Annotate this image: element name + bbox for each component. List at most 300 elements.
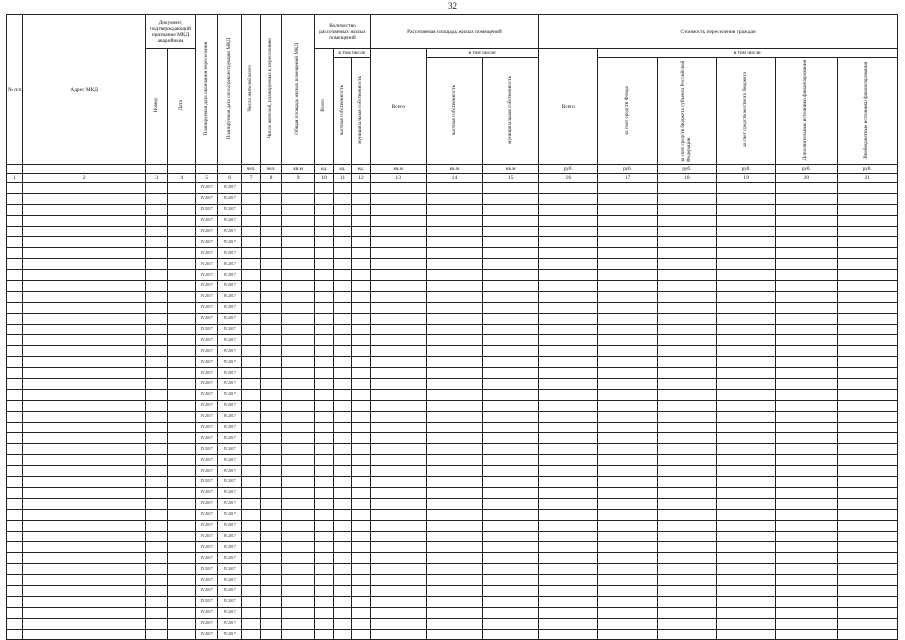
table-cell xyxy=(168,498,196,509)
table-cell xyxy=(352,553,370,564)
table-cell xyxy=(145,575,167,586)
table-cell xyxy=(837,313,897,324)
table-cell: IV.2017 xyxy=(218,204,241,215)
table-cell xyxy=(168,237,196,248)
units-row xyxy=(7,165,898,174)
table-cell xyxy=(352,520,370,531)
table-cell xyxy=(539,444,598,455)
table-cell xyxy=(241,520,260,531)
table-cell xyxy=(539,596,598,607)
table-cell xyxy=(539,226,598,237)
table-cell xyxy=(315,575,333,586)
header-rooms-including: в том числе xyxy=(333,49,370,58)
table-cell xyxy=(168,487,196,498)
table-cell xyxy=(598,422,657,433)
table-cell xyxy=(776,346,837,357)
table-cell xyxy=(168,433,196,444)
table-cell xyxy=(333,357,351,368)
table-cell xyxy=(776,509,837,520)
table-cell: IV.2017 xyxy=(218,368,241,379)
table-cell xyxy=(241,433,260,444)
table-cell xyxy=(7,498,23,509)
table-cell xyxy=(776,564,837,575)
table-cell xyxy=(281,302,315,313)
table-cell xyxy=(598,531,657,542)
table-cell xyxy=(837,270,897,281)
table-cell xyxy=(539,520,598,531)
column-number-cell: 4 xyxy=(168,174,196,183)
table-cell xyxy=(370,607,426,618)
table-cell xyxy=(539,531,598,542)
table-cell: IV.2017 xyxy=(195,335,217,346)
table-cell xyxy=(837,204,897,215)
table-cell xyxy=(539,400,598,411)
table-cell xyxy=(352,215,370,226)
table-cell xyxy=(168,281,196,292)
table-cell xyxy=(352,183,370,194)
unit-cell xyxy=(195,165,217,174)
table-cell xyxy=(281,509,315,520)
table-cell xyxy=(539,389,598,400)
table-cell xyxy=(352,466,370,477)
table-cell xyxy=(837,596,897,607)
table-cell xyxy=(261,335,281,346)
table-cell xyxy=(716,204,775,215)
table-cell xyxy=(7,477,23,488)
table-cell xyxy=(426,596,482,607)
table-cell: IV.2017 xyxy=(195,368,217,379)
table-cell xyxy=(539,215,598,226)
table-cell xyxy=(370,466,426,477)
table-row xyxy=(7,433,898,444)
table-cell xyxy=(333,455,351,466)
table-cell xyxy=(333,422,351,433)
table-cell xyxy=(333,204,351,215)
table-cell xyxy=(315,585,333,596)
page-number: 32 xyxy=(448,1,457,11)
table-cell xyxy=(370,596,426,607)
table-cell xyxy=(426,498,482,509)
table-cell xyxy=(539,629,598,640)
table-cell xyxy=(657,542,716,553)
table-cell xyxy=(281,357,315,368)
table-cell xyxy=(7,389,23,400)
table-row xyxy=(7,259,898,270)
table-cell xyxy=(483,193,539,204)
table-cell xyxy=(333,400,351,411)
table-cell xyxy=(281,466,315,477)
table-cell xyxy=(7,281,23,292)
table-cell: IV.2017 xyxy=(218,400,241,411)
address-cell xyxy=(23,335,146,346)
table-cell xyxy=(315,477,333,488)
table-cell xyxy=(315,248,333,259)
table-cell xyxy=(539,281,598,292)
table-cell xyxy=(837,324,897,335)
table-cell xyxy=(168,422,196,433)
table-cell: IV.2017 xyxy=(218,509,241,520)
table-cell xyxy=(315,281,333,292)
table-cell xyxy=(598,553,657,564)
table-cell: IV.2017 xyxy=(218,302,241,313)
column-number-cell: 11 xyxy=(333,174,351,183)
table-cell xyxy=(281,564,315,575)
table-cell xyxy=(539,411,598,422)
table-cell xyxy=(281,389,315,400)
table-cell xyxy=(333,487,351,498)
table-cell xyxy=(837,444,897,455)
table-cell xyxy=(657,313,716,324)
column-number-cell: 2 xyxy=(23,174,146,183)
table-cell xyxy=(241,585,260,596)
table-cell xyxy=(281,585,315,596)
table-cell xyxy=(145,466,167,477)
table-cell xyxy=(333,259,351,270)
table-cell xyxy=(370,259,426,270)
table-cell xyxy=(483,455,539,466)
table-row xyxy=(7,183,898,194)
table-cell xyxy=(145,422,167,433)
table-cell xyxy=(281,270,315,281)
header-cost-subject-budget: за счет средств бюджета субъекта Российской Федерации xyxy=(657,58,716,165)
table-cell xyxy=(333,444,351,455)
table-cell xyxy=(483,400,539,411)
table-cell xyxy=(315,346,333,357)
table-cell xyxy=(145,281,167,292)
table-cell xyxy=(352,498,370,509)
address-cell xyxy=(23,248,146,259)
table-cell xyxy=(539,607,598,618)
table-cell xyxy=(598,183,657,194)
table-cell xyxy=(370,248,426,259)
table-cell xyxy=(483,302,539,313)
table-cell xyxy=(315,270,333,281)
table-cell xyxy=(261,444,281,455)
header-rooms-total: Всего xyxy=(315,49,333,165)
table-cell xyxy=(657,564,716,575)
table-row xyxy=(7,585,898,596)
table-cell xyxy=(145,389,167,400)
table-cell xyxy=(315,596,333,607)
table-cell xyxy=(370,509,426,520)
address-cell xyxy=(23,183,146,194)
table-cell xyxy=(168,542,196,553)
unit-cell xyxy=(23,165,146,174)
table-row xyxy=(7,215,898,226)
table-cell xyxy=(281,520,315,531)
table-cell xyxy=(7,585,23,596)
table-cell xyxy=(145,379,167,390)
table-cell xyxy=(426,248,482,259)
table-cell xyxy=(261,575,281,586)
table-cell xyxy=(657,466,716,477)
table-cell xyxy=(281,193,315,204)
table-cell xyxy=(837,542,897,553)
table-cell xyxy=(315,422,333,433)
table-cell xyxy=(315,629,333,640)
table-cell xyxy=(483,542,539,553)
table-cell xyxy=(370,487,426,498)
table-cell xyxy=(7,455,23,466)
table-cell xyxy=(776,248,837,259)
header-address: Адрес МКД xyxy=(23,15,146,165)
table-cell xyxy=(370,585,426,596)
table-cell xyxy=(776,444,837,455)
address-cell xyxy=(23,575,146,586)
table-cell xyxy=(483,270,539,281)
table-cell: IV.2017 xyxy=(218,193,241,204)
header-rooms-group: Количество расселяемых жилых помещений xyxy=(315,15,370,49)
table-cell xyxy=(776,400,837,411)
header-area-municipal: муниципальная собственность xyxy=(483,58,539,165)
table-row xyxy=(7,281,898,292)
table-cell xyxy=(281,422,315,433)
table-cell: IV.2017 xyxy=(218,422,241,433)
table-cell xyxy=(837,215,897,226)
unit-cell: руб. xyxy=(716,165,775,174)
table-cell xyxy=(776,520,837,531)
table-cell: IV.2017 xyxy=(195,607,217,618)
table-cell xyxy=(261,509,281,520)
table-cell xyxy=(716,237,775,248)
table-cell: IV.2017 xyxy=(195,193,217,204)
table-cell xyxy=(776,302,837,313)
table-cell xyxy=(776,618,837,629)
table-cell xyxy=(281,542,315,553)
table-cell xyxy=(716,226,775,237)
table-cell xyxy=(837,629,897,640)
table-cell xyxy=(333,193,351,204)
table-cell: IV.2017 xyxy=(195,477,217,488)
table-cell xyxy=(145,270,167,281)
table-cell xyxy=(837,487,897,498)
table-cell xyxy=(716,487,775,498)
table-cell xyxy=(657,498,716,509)
table-cell xyxy=(370,368,426,379)
table-cell xyxy=(281,379,315,390)
table-cell: IV.2017 xyxy=(195,575,217,586)
address-cell xyxy=(23,368,146,379)
table-cell xyxy=(168,596,196,607)
table-cell: IV.2017 xyxy=(195,444,217,455)
table-cell: IV.2017 xyxy=(218,259,241,270)
address-cell xyxy=(23,498,146,509)
table-cell xyxy=(281,553,315,564)
table-cell xyxy=(837,248,897,259)
address-cell xyxy=(23,487,146,498)
table-cell xyxy=(776,237,837,248)
table-cell xyxy=(168,585,196,596)
table-cell: IV.2017 xyxy=(195,237,217,248)
table-cell xyxy=(7,324,23,335)
table-cell xyxy=(657,379,716,390)
table-cell xyxy=(145,629,167,640)
table-cell xyxy=(426,400,482,411)
table-cell xyxy=(598,542,657,553)
table-cell xyxy=(370,618,426,629)
table-cell: IV.2017 xyxy=(195,596,217,607)
table-cell xyxy=(7,291,23,302)
table-cell: IV.2017 xyxy=(218,531,241,542)
table-cell: IV.2017 xyxy=(218,215,241,226)
table-cell xyxy=(352,346,370,357)
table-cell: IV.2017 xyxy=(195,346,217,357)
column-number-cell: 7 xyxy=(241,174,260,183)
table-cell xyxy=(598,302,657,313)
table-cell xyxy=(241,248,260,259)
table-cell xyxy=(539,564,598,575)
address-cell xyxy=(23,379,146,390)
table-row xyxy=(7,618,898,629)
address-cell xyxy=(23,237,146,248)
table-cell xyxy=(333,575,351,586)
table-cell xyxy=(483,346,539,357)
table-cell xyxy=(716,368,775,379)
table-cell xyxy=(333,498,351,509)
table-cell xyxy=(168,346,196,357)
table-row xyxy=(7,302,898,313)
table-cell xyxy=(598,346,657,357)
table-cell xyxy=(776,368,837,379)
table-cell xyxy=(145,237,167,248)
table-cell xyxy=(370,498,426,509)
column-number-cell: 1 xyxy=(7,174,23,183)
table-cell xyxy=(281,291,315,302)
table-row xyxy=(7,248,898,259)
table-cell xyxy=(241,357,260,368)
table-cell xyxy=(145,226,167,237)
table-cell xyxy=(657,487,716,498)
table-cell xyxy=(241,270,260,281)
table-cell xyxy=(261,455,281,466)
table-cell xyxy=(657,215,716,226)
table-cell: IV.2017 xyxy=(195,585,217,596)
table-cell xyxy=(261,422,281,433)
table-cell xyxy=(333,596,351,607)
table-cell xyxy=(352,542,370,553)
table-cell xyxy=(370,389,426,400)
table-cell xyxy=(483,368,539,379)
table-cell xyxy=(539,204,598,215)
table-cell xyxy=(168,629,196,640)
table-cell xyxy=(598,204,657,215)
table-cell xyxy=(281,400,315,411)
table-cell xyxy=(333,346,351,357)
table-cell xyxy=(168,389,196,400)
header-cost-local-budget: за счет средств местного бюджета xyxy=(716,58,775,165)
table-cell xyxy=(241,237,260,248)
table-cell xyxy=(145,324,167,335)
table-cell: IV.2017 xyxy=(195,433,217,444)
table-cell xyxy=(716,215,775,226)
table-cell xyxy=(426,204,482,215)
table-cell xyxy=(598,629,657,640)
table-cell xyxy=(333,215,351,226)
table-cell xyxy=(315,226,333,237)
table-cell xyxy=(716,302,775,313)
column-number-cell: 13 xyxy=(370,174,426,183)
table-cell xyxy=(716,433,775,444)
table-cell xyxy=(281,368,315,379)
table-cell xyxy=(776,466,837,477)
table-row xyxy=(7,629,898,640)
table-cell xyxy=(241,259,260,270)
table-cell xyxy=(261,389,281,400)
table-cell xyxy=(241,542,260,553)
table-cell xyxy=(241,564,260,575)
table-cell: IV.2017 xyxy=(218,564,241,575)
unit-cell: чел. xyxy=(261,165,281,174)
table-cell xyxy=(426,531,482,542)
table-cell xyxy=(657,607,716,618)
table-cell xyxy=(261,215,281,226)
table-cell xyxy=(657,183,716,194)
unit-cell xyxy=(218,165,241,174)
table-cell xyxy=(716,585,775,596)
table-cell xyxy=(168,411,196,422)
table-cell xyxy=(145,368,167,379)
table-cell xyxy=(7,520,23,531)
table-cell xyxy=(370,433,426,444)
table-cell xyxy=(241,422,260,433)
table-row xyxy=(7,346,898,357)
table-cell xyxy=(776,357,837,368)
table-cell xyxy=(483,520,539,531)
table-cell xyxy=(145,487,167,498)
table-cell xyxy=(241,444,260,455)
table-cell xyxy=(281,281,315,292)
table-cell xyxy=(483,291,539,302)
address-cell xyxy=(23,226,146,237)
table-cell xyxy=(539,313,598,324)
table-row xyxy=(7,335,898,346)
table-cell xyxy=(370,422,426,433)
table-cell xyxy=(7,542,23,553)
table-cell xyxy=(539,477,598,488)
table-cell xyxy=(483,313,539,324)
table-cell xyxy=(426,411,482,422)
table-cell xyxy=(426,259,482,270)
table-cell xyxy=(261,433,281,444)
unit-cell xyxy=(7,165,23,174)
table-cell xyxy=(352,204,370,215)
table-cell xyxy=(483,335,539,346)
table-cell xyxy=(370,629,426,640)
table-cell xyxy=(241,313,260,324)
table-cell xyxy=(716,400,775,411)
table-cell xyxy=(776,596,837,607)
table-cell xyxy=(261,607,281,618)
table-cell xyxy=(315,498,333,509)
table-cell xyxy=(352,444,370,455)
table-cell xyxy=(598,520,657,531)
table-cell xyxy=(426,607,482,618)
address-cell xyxy=(23,270,146,281)
address-cell xyxy=(23,509,146,520)
table-cell xyxy=(281,596,315,607)
table-cell xyxy=(483,575,539,586)
table-cell xyxy=(281,215,315,226)
table-cell xyxy=(333,466,351,477)
table-cell xyxy=(370,237,426,248)
table-cell xyxy=(598,281,657,292)
table-cell xyxy=(7,629,23,640)
table-cell xyxy=(657,335,716,346)
table-cell xyxy=(352,477,370,488)
table-cell xyxy=(241,215,260,226)
table-cell xyxy=(352,248,370,259)
table-cell xyxy=(315,368,333,379)
